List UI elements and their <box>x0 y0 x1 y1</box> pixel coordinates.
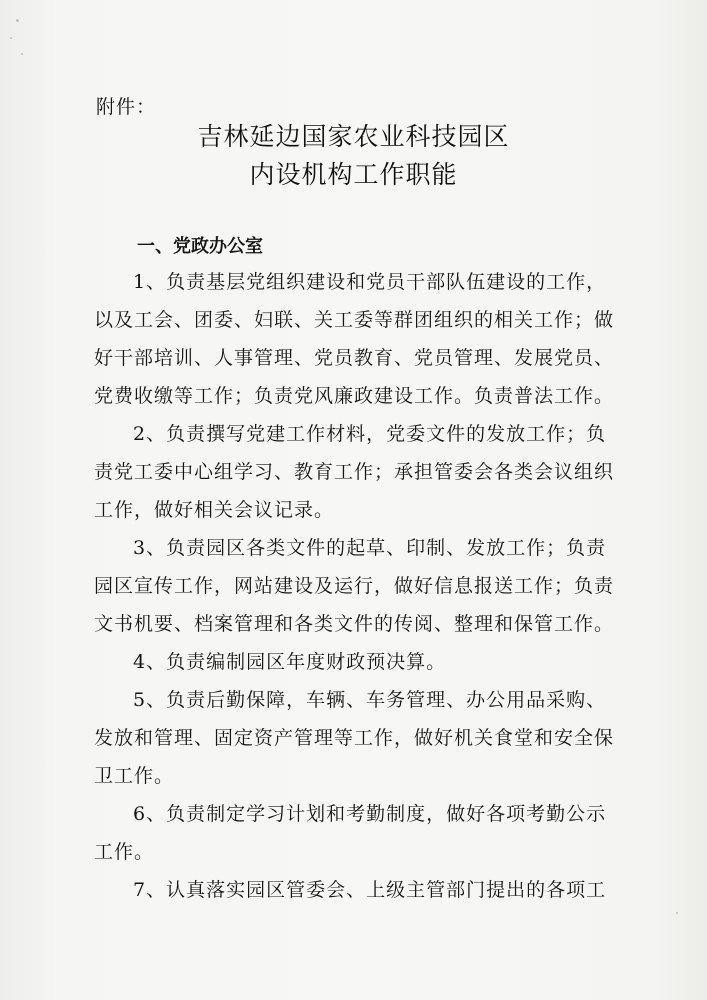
body-line: 4、负责编制园区年度财政预决算。 <box>133 651 447 673</box>
body-line: 工作。 <box>94 841 155 863</box>
body-line: 5、负责后勤保障，车辆、车务管理、办公用品采购、 <box>133 689 607 711</box>
body-line: 以及工会、团委、妇联、关工委等群团组织的相关工作；做 <box>94 309 615 331</box>
body-line: 6、负责制定学习计划和考勤制度，做好各项考勤公示 <box>133 803 607 825</box>
body-line: 1、负责基层党组织建设和党员干部队伍建设的工作， <box>133 271 607 293</box>
body-line: 7、认真落实园区管委会、上级主管部门提出的各项工 <box>133 879 607 901</box>
section-heading: 一、党政办公室 <box>137 236 263 257</box>
body-line: 卫工作。 <box>94 765 175 787</box>
scan-speck <box>16 19 19 22</box>
body-line: 发放和管理、固定资产管理等工作，做好机关食堂和安全保 <box>94 727 615 749</box>
body-line: 工作，做好相关会议记录。 <box>94 499 335 521</box>
body-line: 责党工委中心组学习、教育工作；承担管委会各类会议组织 <box>94 461 615 483</box>
body-line: 好干部培训、人事管理、党员教育、党员管理、发展党员、 <box>94 347 615 369</box>
scan-speck <box>676 912 678 914</box>
body-line: 文书机要、档案管理和各类文件的传阅、整理和保管工作。 <box>94 613 615 635</box>
body-line: 2、负责撰写党建工作材料，党委文件的发放工作；负 <box>133 423 607 445</box>
document-title-line-1: 吉林延边国家农业科技园区 <box>197 122 510 151</box>
body-line: 党费收缴等工作；负责党风廉政建设工作。负责普法工作。 <box>94 385 615 407</box>
attachment-label: 附件： <box>96 96 157 118</box>
scan-speck <box>21 53 23 55</box>
body-line: 园区宣传工作，网站建设及运行，做好信息报送工作；负责 <box>94 575 615 597</box>
scan-speck <box>10 37 12 39</box>
document-title-line-2: 内设机构工作职能 <box>249 160 458 189</box>
body-line: 3、负责园区各类文件的起草、印制、发放工作；负责 <box>133 537 607 559</box>
